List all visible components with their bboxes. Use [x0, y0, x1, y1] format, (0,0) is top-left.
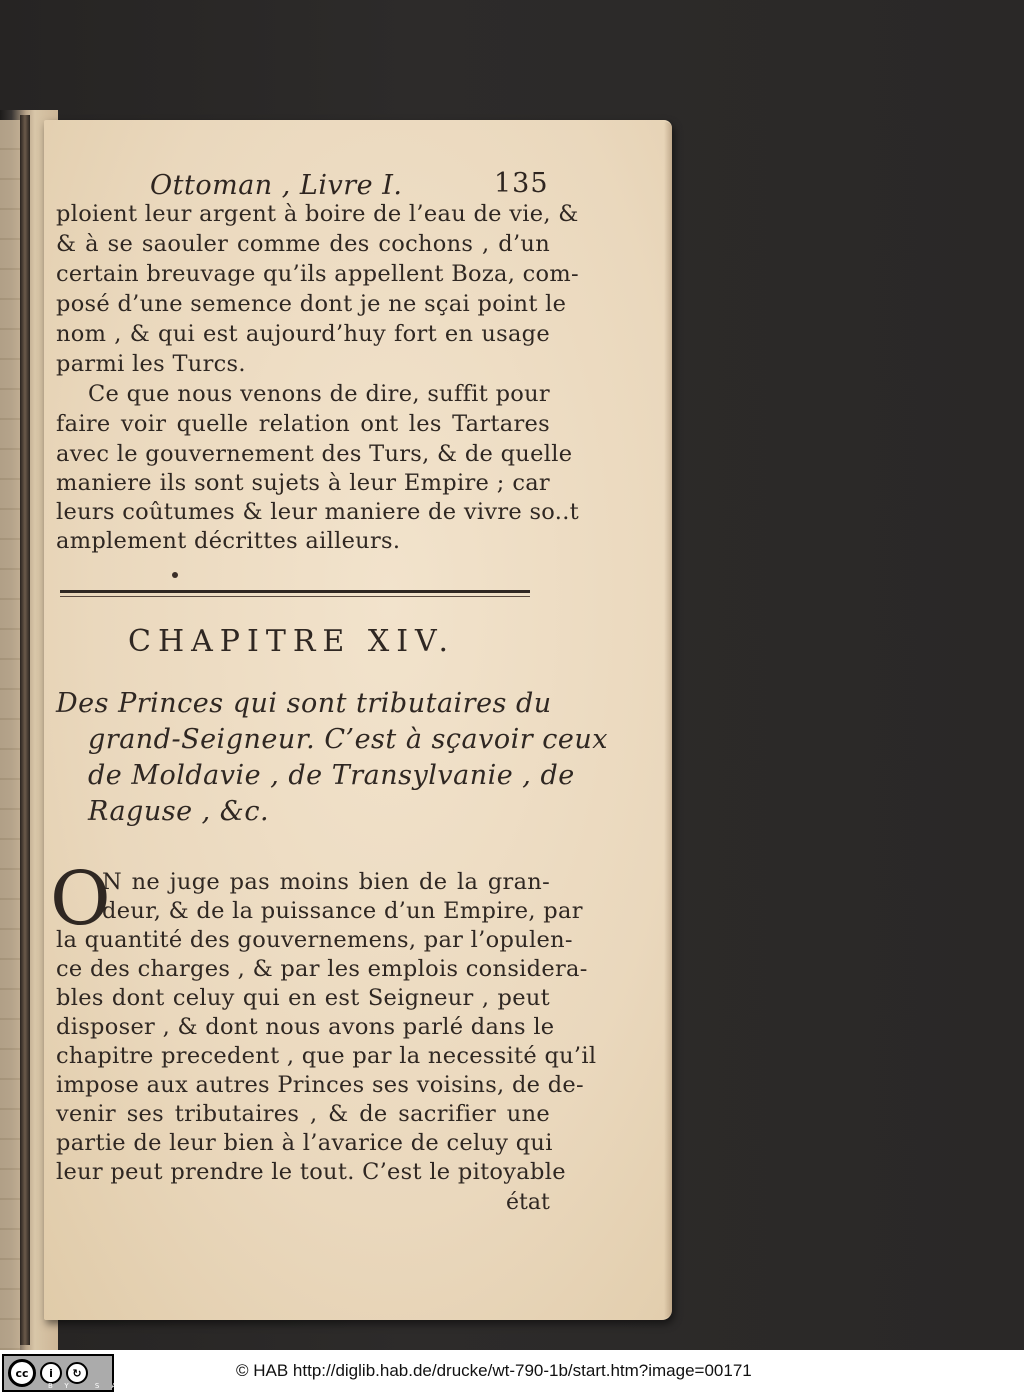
chapter-subtitle-line: grand-Seigneur. C’est à sçavoir ceux [88, 724, 608, 755]
chapter-title: CHAPITRE XIV. [128, 624, 456, 659]
facing-page-edge [0, 120, 20, 1350]
section-rule [60, 590, 530, 593]
page-number: 135 [494, 168, 549, 199]
text-line: & à se saouler comme des cochons , d’un [56, 231, 550, 257]
chapter-subtitle-line: Raguse , &c. [88, 796, 270, 827]
text-line: amplement décrittes ailleurs. [56, 528, 401, 554]
text-line: nom , & qui est aujourd’huy fort en usage [56, 321, 550, 347]
catchword: état [506, 1190, 550, 1215]
text-line: maniere ils sont sujets à leur Empire ; car [56, 470, 550, 496]
section-rule-thin [60, 596, 530, 597]
text-line: la quantité des gouvernemens, par l’opulen- [56, 927, 573, 953]
ink-dot [172, 572, 178, 578]
text-line: parmi les Turcs. [56, 351, 246, 377]
text-line: chapitre precedent , que par la necessité qu’il [56, 1043, 597, 1069]
gutter-line [20, 115, 30, 1345]
text-line: certain breuvage qu’ils appellent Boza, com- [56, 261, 579, 287]
cc-badge-labels: BY SA [48, 1382, 129, 1390]
text-line: disposer , & dont nous avons parlé dans le [56, 1014, 555, 1040]
chapter-subtitle-line: de Moldavie , de Transylvanie , de [88, 760, 575, 791]
text-line: ploient leur argent à boire de l’eau de vie, & [56, 201, 579, 227]
drop-cap: O [50, 856, 111, 942]
text-line: leur peut prendre le tout. C’est le pitoyable [56, 1159, 566, 1185]
text-line: ce des charges , & par les emplois considera- [56, 956, 588, 982]
page-edge-shadow [664, 122, 672, 1318]
cc-icon: cc [8, 1359, 36, 1387]
text-line: posé d’une semence dont je ne sçai point le [56, 291, 567, 317]
text-line: impose aux autres Princes ses voisins, de de- [56, 1072, 584, 1098]
text-line: faire voir quelle relation ont les Tartares [56, 411, 550, 437]
text-line: venir ses tributaires , & de sacrifier une [56, 1101, 550, 1127]
text-line: Ce que nous venons de dire, suffit pour [88, 381, 550, 407]
running-header-title: Ottoman , Livre I. [150, 170, 403, 201]
text-line: partie de leur bien à l’avarice de celuy qui [56, 1130, 553, 1156]
chapter-subtitle-line: Des Princes qui sont tributaires du [56, 688, 552, 719]
text-line: leurs coûtumes & leur maniere de vivre so..t [56, 499, 579, 525]
text-line: N ne juge pas moins bien de la gran- [102, 869, 550, 895]
attribution-icon: i [40, 1362, 62, 1384]
text-line: avec le gouvernement des Turs, & de quelle [56, 441, 573, 467]
copyright-link[interactable]: © HAB http://diglib.hab.de/drucke/wt-790-1b/start.htm?image=00171 [236, 1361, 752, 1380]
share-alike-icon: ↻ [66, 1362, 88, 1384]
text-line: deur, & de la puissance d’un Empire, par [102, 898, 583, 924]
text-line: bles dont celuy qui en est Seigneur , peut [56, 985, 550, 1011]
